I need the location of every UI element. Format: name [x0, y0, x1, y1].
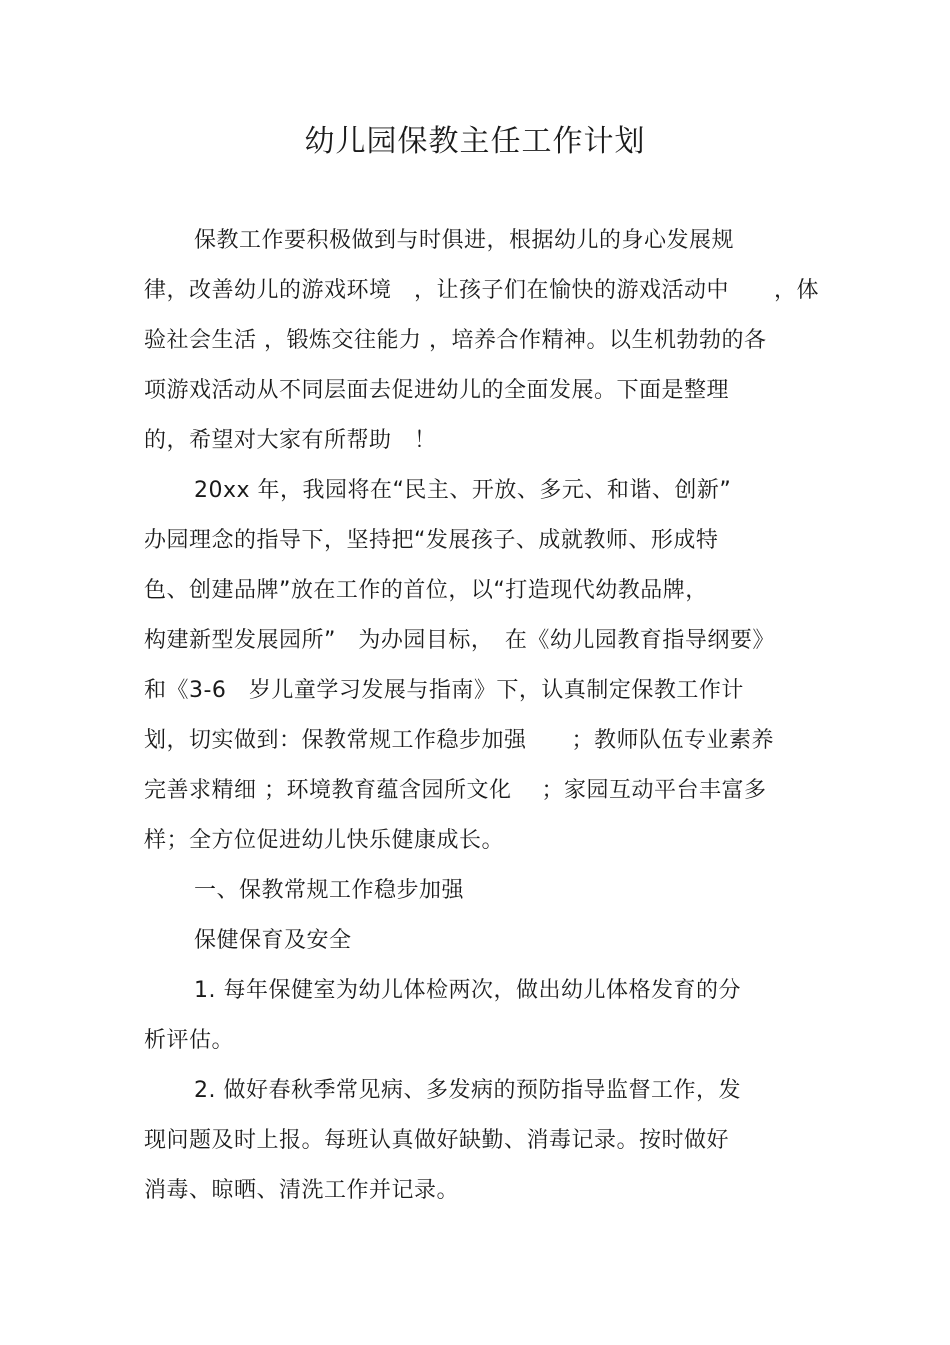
paragraph-line: 色、创建品牌”放在工作的首位，以“打造现代幼教品牌， [144, 578, 708, 603]
paragraph-line: 办园理念的指导下，坚持把“发展孩子、成就教师、形成特 [144, 528, 719, 553]
paragraph-line: 项游戏活动从不同层面去促进幼儿的全面发展。下面是整理 [144, 378, 730, 403]
list-item-line: 1. 每年保健室为幼儿体检两次，做出幼儿体格发育的分 [194, 978, 741, 1003]
list-item-line: 2. 做好春秋季常见病、多发病的预防指导监督工作，发 [194, 1078, 741, 1103]
page-title: 幼儿园保教主任工作计划 [304, 124, 646, 159]
list-item-line: 消毒、晾晒、清洗工作并记录。 [144, 1178, 460, 1203]
paragraph-line: 验社会生活 ，锻炼交往能力 ，培养合作精神。以生机勃勃的各 [144, 328, 767, 353]
paragraph-line: 划，切实做到：保教常规工作稳步加强 ；教师队伍专业素养 [144, 728, 775, 753]
paragraph-line: 构建新型发展园所” 为办园目标， 在《幼儿园教育指导纲要》 [144, 628, 775, 653]
list-item-line: 析评估。 [144, 1028, 235, 1053]
list-item-line: 现问题及时上报。每班认真做好缺勤、消毒记录。按时做好 [144, 1128, 730, 1153]
paragraph-line: 律，改善幼儿的游戏环境 ，让孩子们在愉快的游戏活动中 ，体 [144, 278, 820, 303]
section-heading: 一、保教常规工作稳步加强 [194, 878, 465, 903]
paragraph-line: 20xx 年，我园将在“民主、开放、多元、和谐、创新” [194, 478, 732, 503]
paragraph-line: 保教工作要积极做到与时俱进，根据幼儿的身心发展规 [194, 228, 735, 253]
paragraph-line: 完善求精细 ；环境教育蕴含园所文化 ；家园互动平台丰富多 [144, 778, 767, 803]
subsection-heading: 保健保育及安全 [194, 928, 352, 953]
paragraph-line: 的，希望对大家有所帮助 ！ [144, 428, 437, 453]
paragraph-line: 样；全方位促进幼儿快乐健康成长。 [144, 828, 505, 853]
paragraph-line: 和《3-6 岁儿童学习发展与指南》下，认真制定保教工作计 [144, 678, 744, 703]
